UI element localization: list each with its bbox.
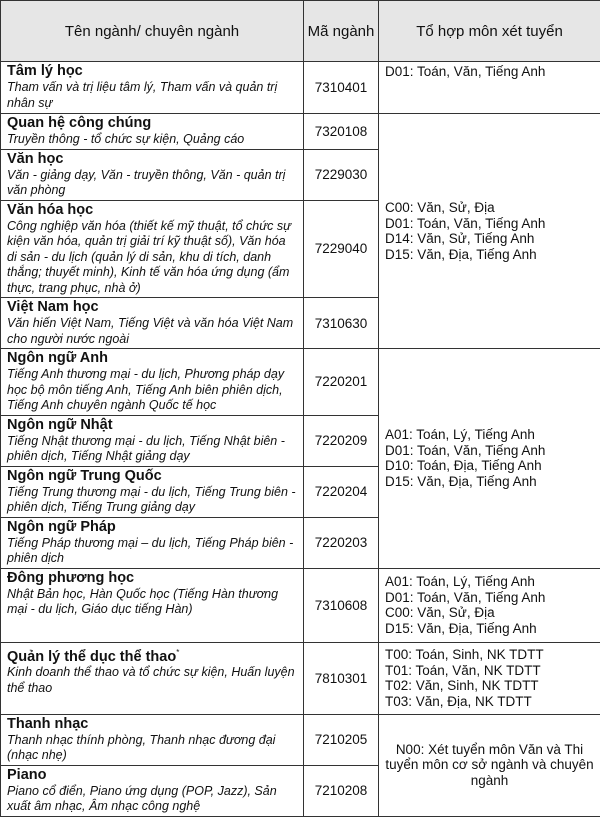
- combo-item: C00: Văn, Sử, Địa: [385, 605, 594, 621]
- footnote-marker: *: [176, 648, 179, 657]
- table-row: [1, 114, 600, 150]
- combo-cell: [379, 62, 600, 114]
- major-code: 7220204: [304, 466, 379, 517]
- major-name: Ngôn ngữ Pháp: [7, 519, 298, 536]
- major-desc: Tiếng Pháp thương mại – du lịch, Tiếng Pháp biên - phiên dịch: [7, 536, 298, 567]
- major-code: 7220203: [304, 517, 379, 568]
- major-desc: Nhật Bản học, Hàn Quốc học (Tiếng Hàn thương mại - du lịch, Giáo dục tiếng Hàn): [7, 587, 298, 618]
- major-name: Ngôn ngữ Nhật: [7, 417, 298, 434]
- major-desc: Thanh nhạc thính phòng, Thanh nhạc đương đại (nhạc nhẹ): [7, 733, 298, 764]
- header-row: [1, 1, 600, 62]
- combo-item: D01: Toán, Văn, Tiếng Anh: [385, 590, 594, 606]
- combo-item: T00: Toán, Sinh, NK TDTT: [385, 647, 594, 663]
- major-desc: Công nghiệp văn hóa (thiết kế mỹ thuật, tổ chức sự kiện văn hóa, quản trị giải trí kỹ thuật số), Văn hóa di sản - du lịch (quản lý di sản, khu di tích, danh thắng; thuyết minh), Kinh tế văn hóa ứng dụng (ẩm thực, trang phục, nhà ở): [7, 219, 298, 297]
- table-row: [1, 642, 600, 714]
- major-cell: [1, 149, 304, 200]
- major-code: 7220209: [304, 415, 379, 466]
- major-name: Văn hóa học: [7, 202, 298, 219]
- major-code: 7229040: [304, 200, 379, 298]
- table-row: [1, 714, 600, 765]
- major-cell: [1, 714, 304, 765]
- major-cell: [1, 568, 304, 642]
- major-code: 7310630: [304, 298, 379, 349]
- major-desc: Văn hiến Việt Nam, Tiếng Việt và văn hóa Việt Nam cho người nước ngoài: [7, 316, 298, 347]
- major-name: Quan hệ công chúng: [7, 115, 298, 132]
- major-name: Piano: [7, 767, 298, 784]
- major-cell: [1, 642, 304, 714]
- major-code: 7210208: [304, 765, 379, 816]
- major-cell: [1, 349, 304, 416]
- major-code: 7229030: [304, 149, 379, 200]
- combo-item: D15: Văn, Địa, Tiếng Anh: [385, 621, 594, 637]
- major-cell: [1, 114, 304, 150]
- combo-item: D10: Toán, Địa, Tiếng Anh: [385, 458, 594, 474]
- combo-cell: [379, 349, 600, 569]
- major-desc: Tiếng Nhật thương mại - du lịch, Tiếng Nhật biên - phiên dịch, Tiếng Nhật giảng dạy: [7, 434, 298, 465]
- major-desc: Tiếng Anh thương mại - du lịch, Phương pháp dạy học bộ môn tiếng Anh, Tiếng Anh biên phiên dịch, Tiếng Anh chuyên ngành Quốc tế học: [7, 367, 298, 414]
- combo-item: C00: Văn, Sử, Địa: [385, 200, 594, 216]
- major-cell: [1, 200, 304, 298]
- combo-item: D15: Văn, Địa, Tiếng Anh: [385, 474, 594, 490]
- major-name: Tâm lý học: [7, 63, 298, 80]
- major-cell: [1, 517, 304, 568]
- combo-item: N00: Xét tuyển môn Văn và Thi tuyển môn cơ sở ngành và chuyên ngành: [385, 742, 594, 789]
- header-code: Mã ngành: [304, 1, 379, 62]
- major-code: 7810301: [304, 642, 379, 714]
- major-code: 7310401: [304, 62, 379, 114]
- header-combo: Tổ hợp môn xét tuyển: [379, 1, 600, 62]
- combo-cell: [379, 114, 600, 349]
- major-desc: Kinh doanh thể thao và tổ chức sự kiện, Huấn luyện thể thao: [7, 665, 298, 696]
- major-name: Việt Nam học: [7, 299, 298, 316]
- major-cell: [1, 765, 304, 816]
- combo-item: D14: Văn, Sử, Tiếng Anh: [385, 231, 594, 247]
- major-desc: Tham vấn và trị liệu tâm lý, Tham vấn và quản trị nhân sự: [7, 80, 298, 111]
- combo-item: A01: Toán, Lý, Tiếng Anh: [385, 574, 594, 590]
- major-code: 7320108: [304, 114, 379, 150]
- major-name: Văn học: [7, 151, 298, 168]
- combo-cell: [379, 714, 600, 816]
- major-name-text: Quản lý thể dục thể thao: [7, 648, 176, 664]
- major-cell: [1, 415, 304, 466]
- table-row: [1, 568, 600, 642]
- combo-cell: [379, 642, 600, 714]
- major-name: [7, 644, 298, 666]
- major-desc: Truyền thông - tổ chức sự kiện, Quảng cáo: [7, 132, 298, 148]
- major-name: Đông phương học: [7, 570, 298, 587]
- table-row: [1, 62, 600, 114]
- combo-cell: [379, 568, 600, 642]
- combo-item: T02: Văn, Sinh, NK TDTT: [385, 678, 594, 694]
- major-code: 7220201: [304, 349, 379, 416]
- major-cell: [1, 466, 304, 517]
- combo-item: D01: Toán, Văn, Tiếng Anh: [385, 216, 594, 232]
- major-desc: Tiếng Trung thương mại - du lịch, Tiếng Trung biên - phiên dịch, Tiếng Trung giảng dạy: [7, 485, 298, 516]
- combo-item: T01: Toán, Văn, NK TDTT: [385, 663, 594, 679]
- major-name: Thanh nhạc: [7, 716, 298, 733]
- combo-item: D01: Toán, Văn, Tiếng Anh: [385, 443, 594, 459]
- combo-item: A01: Toán, Lý, Tiếng Anh: [385, 427, 594, 443]
- major-desc: Văn - giảng dạy, Văn - truyền thông, Văn - quản trị văn phòng: [7, 168, 298, 199]
- combo-item: D15: Văn, Địa, Tiếng Anh: [385, 247, 594, 263]
- table-row: [1, 349, 600, 416]
- major-name: Ngôn ngữ Trung Quốc: [7, 468, 298, 485]
- combo-item: D01: Toán, Văn, Tiếng Anh: [385, 64, 594, 80]
- major-code: 7210205: [304, 714, 379, 765]
- major-code: 7310608: [304, 568, 379, 642]
- major-desc: Piano cổ điển, Piano ứng dụng (POP, Jazz), Sản xuất âm nhạc, Âm nhạc công nghệ: [7, 784, 298, 815]
- combo-item: T03: Văn, Địa, NK TDTT: [385, 694, 594, 710]
- major-name: Ngôn ngữ Anh: [7, 350, 298, 367]
- major-cell: [1, 62, 304, 114]
- header-major: Tên ngành/ chuyên ngành: [1, 1, 304, 62]
- major-cell: [1, 298, 304, 349]
